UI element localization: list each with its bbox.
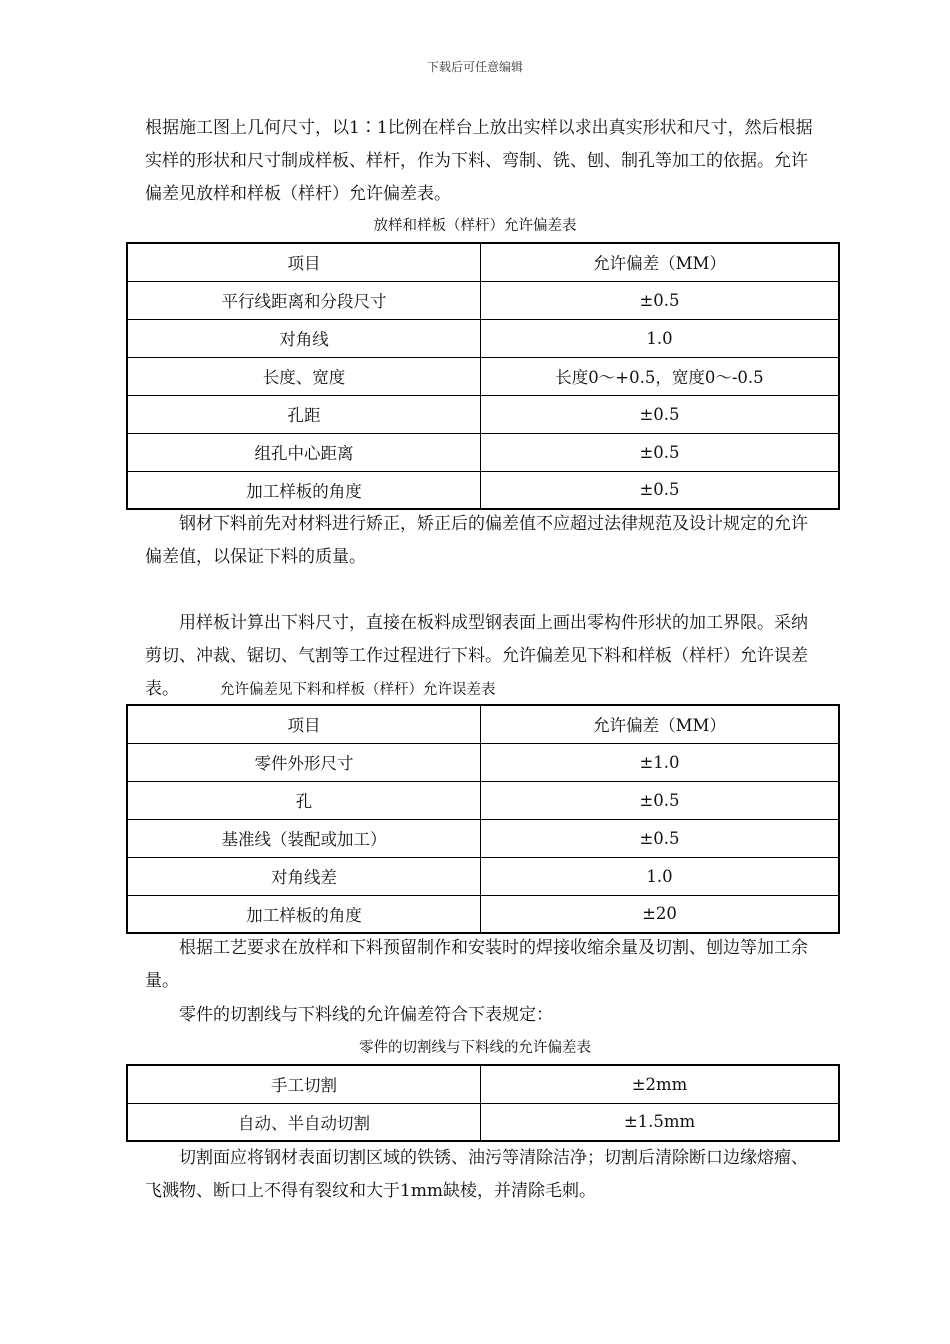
table-row	[127, 471, 839, 509]
table-row	[127, 1065, 839, 1103]
table-cell: 自动、半自动切割	[127, 1103, 481, 1141]
table1-caption: 放样和样板（样杆）允许偏差表	[373, 218, 577, 234]
table-cell: 加工样板的角度	[127, 895, 481, 933]
table-cell: 长度0～+0.5，宽度0～-0.5	[481, 357, 840, 395]
table-cell: 加工样板的角度	[127, 471, 481, 509]
table-cell: 对角线	[127, 319, 481, 357]
table-row	[127, 1103, 839, 1141]
table-cutting-tolerance	[126, 704, 840, 934]
table-cell: ±1.0	[481, 743, 840, 781]
table-cell: 长度、宽度	[127, 357, 481, 395]
table-row	[127, 281, 839, 319]
table-cell: 组孔中心距离	[127, 433, 481, 471]
table-cell: ±0.5	[481, 281, 840, 319]
table-row	[127, 895, 839, 933]
table-header-row	[127, 243, 839, 281]
table-cell: ±20	[481, 895, 840, 933]
table-cell: ±1.5mm	[481, 1103, 840, 1141]
table-row	[127, 781, 839, 819]
table-header-cell: 允许偏差（MM）	[481, 243, 840, 281]
paragraph-allowance: 根据工艺要求在放样和下料预留制作和安装时的焊接收缩余量及切割、刨边等加工余量。	[145, 938, 808, 991]
table3-caption: 零件的切割线与下料线的允许偏差表	[359, 1040, 591, 1056]
table-row	[127, 433, 839, 471]
table-cell: 孔距	[127, 395, 481, 433]
paragraph-cutline-intro: 零件的切割线与下料线的允许偏差符合下表规定：	[179, 1005, 553, 1025]
table-cell: ±0.5	[481, 471, 840, 509]
table-cell: 零件外形尺寸	[127, 743, 481, 781]
table-cell: ±0.5	[481, 819, 840, 857]
table-cell: 1.0	[481, 319, 840, 357]
table-row	[127, 857, 839, 895]
paragraph-straightening: 钢材下料前先对材料进行矫正，矫正后的偏差值不应超过法律规范及设计规定的允许偏差值，以保证下料的质量。	[145, 514, 808, 567]
table-header-cell: 允许偏差（MM）	[481, 705, 840, 743]
table-header-cell: 项目	[127, 705, 481, 743]
table-cell: 手工切割	[127, 1065, 481, 1103]
table2-caption: 允许偏差见下料和样板（样杆）允许误差表	[220, 682, 496, 698]
table-row	[127, 819, 839, 857]
table-header-cell: 项目	[127, 243, 481, 281]
table-row	[127, 743, 839, 781]
table-cell: ±2mm	[481, 1065, 840, 1103]
table-cell: ±0.5	[481, 781, 840, 819]
table-cell: 对角线差	[127, 857, 481, 895]
table-row	[127, 319, 839, 357]
page-header: 下载后可任意编辑	[426, 60, 523, 74]
table-layout-tolerance	[126, 242, 840, 510]
paragraph-layout-method: 根据施工图上几何尺寸，以1∶1比例在样台上放出实样以求出真实形状和尺寸，然后根据实样的形状和尺寸制成样板、样杆，作为下料、弯制、铣、刨、制孔等加工的依据。允许偏差见放样和样板（样杆）允许偏差表。	[145, 118, 813, 204]
table-cell: 孔	[127, 781, 481, 819]
table-cell: ±0.5	[481, 433, 840, 471]
paragraph-cut-surface: 切割面应将钢材表面切割区域的铁锈、油污等清除洁净；切割后清除断口边缘熔瘤、飞溅物、断口上不得有裂纹和大于1mm缺棱，并清除毛刺。	[145, 1148, 808, 1201]
table-cell: ±0.5	[481, 395, 840, 433]
table-cell: 平行线距离和分段尺寸	[127, 281, 481, 319]
table-row	[127, 357, 839, 395]
table-cutline-tolerance	[126, 1064, 840, 1142]
table-row	[127, 395, 839, 433]
table-cell: 1.0	[481, 857, 840, 895]
paragraph-cutting-method: 用样板计算出下料尺寸，直接在板料成型钢表面上画出零构件形状的加工界限。采纳剪切、冲裁、锯切、气割等工作过程进行下料。允许偏差见下料和样板（样杆）允许误差表。	[145, 613, 808, 699]
table-cell: 基准线（装配或加工）	[127, 819, 481, 857]
table-header-row	[127, 705, 839, 743]
